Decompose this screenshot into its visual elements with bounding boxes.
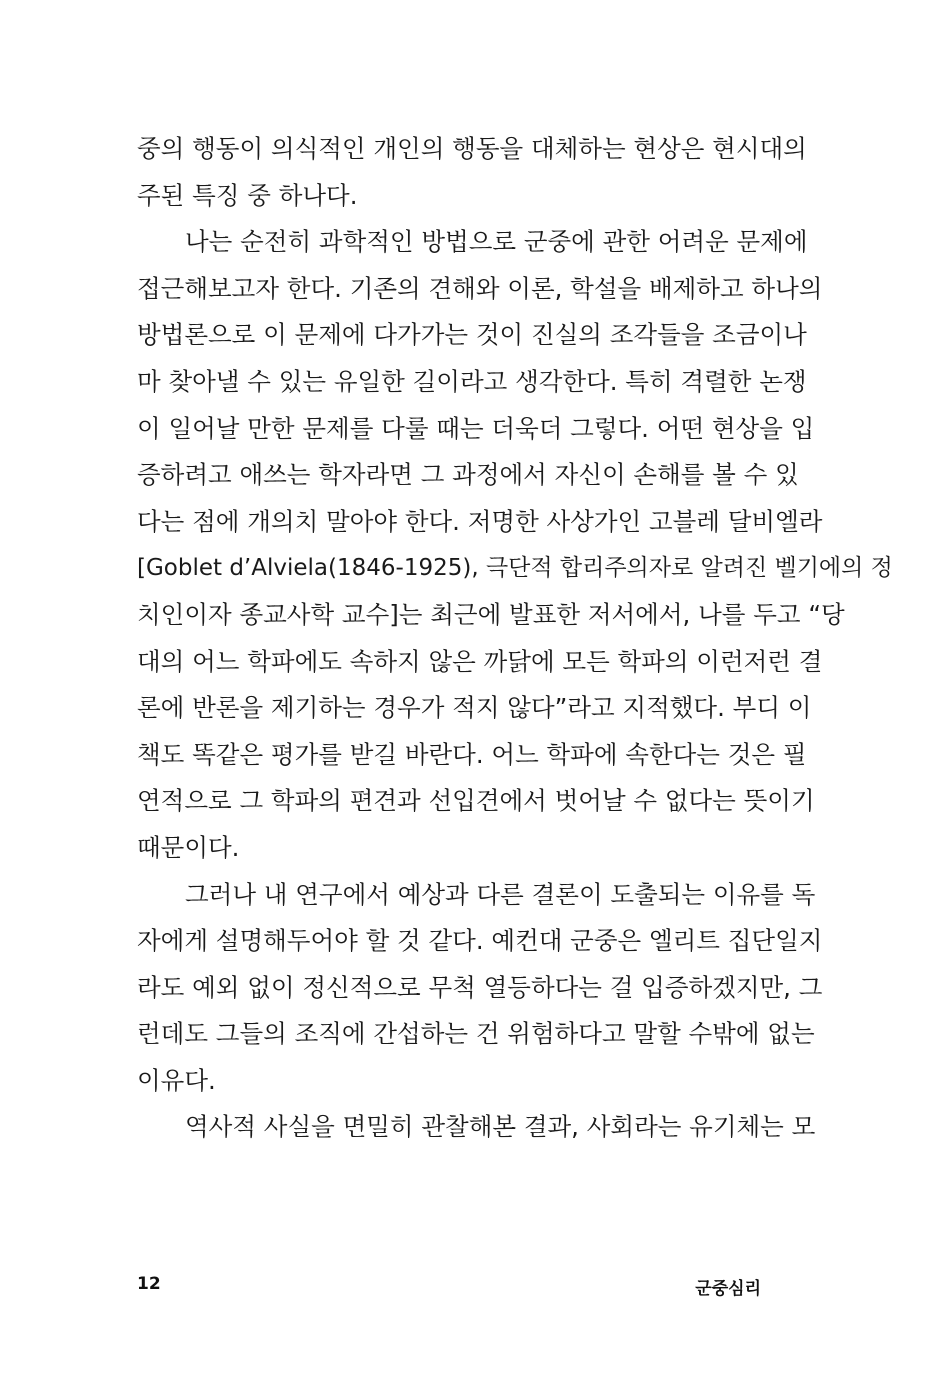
- text-line: 론에 반론을 제기하는 경우가 적지 않다”라고 지적했다. 부디 이: [137, 693, 812, 723]
- text-line: 책도 똑같은 평가를 받길 바란다. 어느 학파에 속한다는 것은 필: [137, 739, 807, 769]
- text-line: [Goblet d’Alviela(1846-1925), 극단적 합리주의자로 알려진 벨기에의 정: [137, 555, 893, 582]
- text-line: 대의 어느 학파에도 속하지 않은 까닭에 모든 학파의 이런저런 결: [137, 646, 823, 676]
- text-line: 자에게 설명해두어야 할 것 같다. 예컨대 군중은 엘리트 집단일지: [137, 926, 823, 956]
- text-line: 마 찾아낼 수 있는 유일한 길이라고 생각한다. 특히 격렬한 논쟁: [137, 366, 807, 396]
- page-number: 12: [137, 1274, 161, 1294]
- text-line: 다는 점에 개의치 말아야 한다. 저명한 사상가인 고블레 달비엘라: [137, 506, 823, 536]
- text-line: 중의 행동이 의식적인 개인의 행동을 대체하는 현상은 현시대의: [137, 134, 807, 163]
- text-line: 역사적 사실을 면밀히 관찰해본 결과, 사회라는 유기체는 모: [185, 1112, 816, 1142]
- text-line: 연적으로 그 학파의 편견과 선입견에서 벗어날 수 없다는 뜻이기: [137, 786, 815, 816]
- text-line: 이유다.: [137, 1065, 216, 1095]
- text-line: 런데도 그들의 조직에 간섭하는 건 위험하다고 말할 수밖에 없는: [137, 1019, 815, 1049]
- text-line: 증하려고 애쓰는 학자라면 그 과정에서 자신이 손해를 볼 수 있: [137, 460, 799, 490]
- text-line: 접근해보고자 한다. 기존의 견해와 이론, 학설을 배제하고 하나의: [137, 273, 823, 303]
- text-line: 나는 순전히 과학적인 방법으로 군중에 관한 어려운 문제에: [185, 227, 808, 257]
- text-line: 때문이다.: [137, 832, 240, 862]
- text-line: 이 일어날 만한 문제를 다룰 때는 더욱더 그렇다. 어떤 현상을 입: [137, 413, 815, 443]
- page-footer: [137, 1274, 761, 1298]
- running-title: 군중심리: [695, 1279, 761, 1299]
- text-line: 라도 예외 없이 정신적으로 무척 열등하다는 걸 입증하겠지만, 그: [137, 972, 823, 1002]
- text-line: 치인이자 종교사학 교수]는 최근에 발표한 저서에서, 나를 두고 “당: [137, 599, 845, 629]
- text-line: 주된 특징 중 하나다.: [137, 180, 358, 210]
- page-body-text: [137, 126, 893, 1151]
- text-line: 방법론으로 이 문제에 다가가는 것이 진실의 조각들을 조금이나: [137, 320, 807, 350]
- text-line: 그러나 내 연구에서 예상과 다른 결론이 도출되는 이유를 독: [185, 879, 816, 909]
